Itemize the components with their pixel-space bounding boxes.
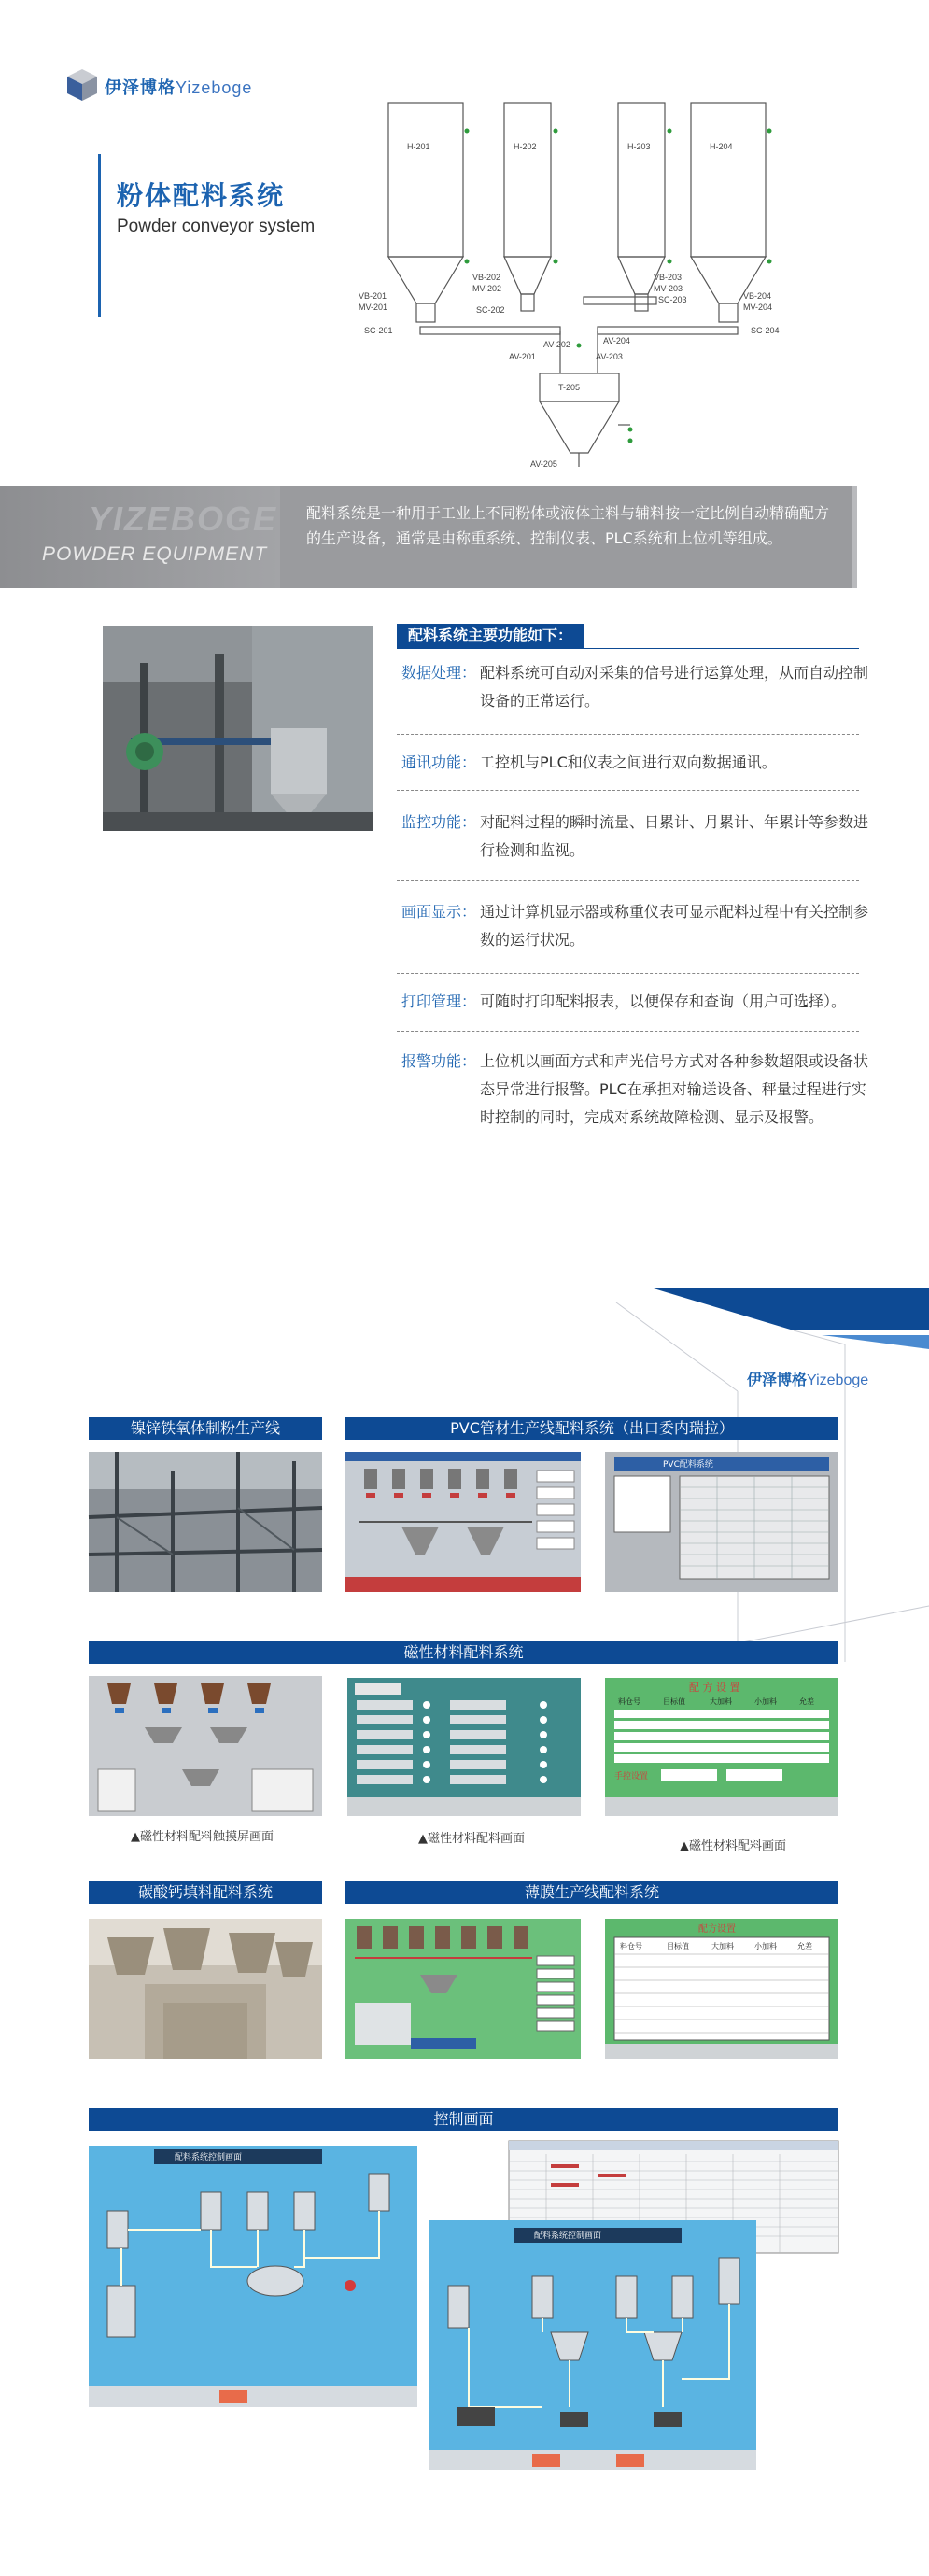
screen-title: PVC配料系统 (663, 1460, 713, 1470)
col-header: 小加料 (754, 1697, 777, 1706)
brand-name-cn: 伊泽博格 (105, 78, 176, 98)
brand-name-en: Yizeboge (176, 78, 253, 97)
logo-cube-icon (65, 67, 99, 103)
control-screen-right (429, 2220, 756, 2470)
tank-label-4: H-204 (710, 142, 733, 151)
process-diagram (359, 93, 784, 486)
col-header: 料仓号 (618, 1697, 640, 1706)
col-header: 大加料 (710, 1697, 732, 1706)
valve-label: AV-202 (543, 340, 570, 349)
function-value: 对配料过程的瞬时流量、日累计、月累计、年累计等参数进行检测和监视。 (480, 813, 869, 859)
section-header: 镍锌铁氧体制粉生产线 (89, 1417, 322, 1440)
valve-label: VB-201 (359, 291, 387, 301)
function-key: 数据处理： (401, 664, 477, 682)
valve-label: VB-204 (743, 291, 772, 301)
valve-label: MV-203 (654, 284, 683, 293)
calcium-carbonate-photo (89, 1919, 322, 2059)
pvc-recipe-screen (605, 1452, 838, 1592)
col-header: 目标值 (667, 1942, 689, 1950)
divider (397, 880, 859, 881)
function-item (401, 659, 868, 715)
function-key: 报警功能： (401, 1052, 477, 1070)
tank-label-3: H-203 (627, 142, 651, 151)
brand-logo-secondary (747, 1368, 868, 1389)
valve-label: AV-203 (596, 352, 623, 361)
functions-heading-rule (397, 648, 859, 649)
function-item (401, 809, 868, 865)
banner-edge (852, 486, 857, 588)
tank-label-1: H-201 (407, 142, 430, 151)
magnetic-batch-screen (347, 1678, 581, 1816)
factory-photo (89, 1452, 322, 1592)
functions-heading: 配料系统主要功能如下： (397, 624, 584, 648)
function-key: 通讯功能： (401, 753, 477, 771)
page-subtitle: Powder conveyor system (117, 217, 316, 236)
function-key: 监控功能： (401, 813, 477, 831)
valve-label: AV-204 (603, 336, 630, 345)
magnetic-recipe-screen (605, 1678, 838, 1816)
valve-label: SC-202 (476, 305, 505, 315)
function-value: 可随时打印配料报表，以便保存和查询（用户可选择）。 (480, 992, 847, 1010)
image-caption: ▲磁性材料配料画面 (680, 1839, 786, 1853)
function-key: 打印管理： (401, 992, 477, 1010)
divider (397, 790, 859, 791)
image-caption: ▲磁性材料配料画面 (418, 1832, 525, 1846)
divider (397, 1031, 859, 1032)
valve-label: VB-202 (472, 273, 501, 282)
screen-title: 配方设置 (698, 1924, 736, 1935)
brand-name-en: Yizeboge (807, 1372, 869, 1388)
col-header: 大加料 (711, 1942, 734, 1950)
brand-logo (105, 75, 252, 99)
section-header: 磁性材料配料系统 (89, 1641, 838, 1664)
function-value: 工控机与PLC和仪表之间进行双向数据通讯。 (480, 753, 777, 771)
valve-label: SC-201 (364, 326, 393, 335)
section-header: 碳酸钙填料配料系统 (89, 1881, 322, 1904)
col-header: 允差 (799, 1697, 814, 1706)
col-header: 允差 (797, 1942, 812, 1950)
title-accent-bar (98, 154, 101, 317)
film-line-screen (345, 1919, 581, 2059)
divider (397, 734, 859, 735)
banner-tagline: POWDER EQUIPMENT (42, 543, 268, 565)
valve-label: MV-201 (359, 303, 388, 312)
screen-title: 配 方 设 置 (689, 1682, 740, 1694)
divider (397, 973, 859, 974)
screen-title: 配料系统控制画面 (534, 2231, 602, 2241)
hopper-label: T-205 (558, 383, 581, 392)
control-screen-left (89, 2146, 417, 2407)
image-caption: ▲磁性材料配料触摸屏画面 (131, 1830, 274, 1844)
page-title: 粉体配料系统 (117, 180, 286, 211)
pvc-hmi-screen (345, 1452, 581, 1592)
function-value: 上位机以画面方式和声光信号方式对各种参数超限或设备状态异常进行报警。PLC在承担对输送设备、秤量过程进行实时控制的同时，完成对系统故障检测、显示及报警。 (480, 1052, 869, 1126)
magnetic-touch-screen (89, 1676, 322, 1816)
col-header: 小加料 (754, 1942, 777, 1950)
tank-label-2: H-202 (514, 142, 537, 151)
function-item (401, 898, 868, 954)
screen-title: 配料系统控制画面 (175, 2153, 243, 2162)
valve-label: AV-201 (509, 352, 536, 361)
col-header: 目标值 (663, 1697, 685, 1706)
function-item (401, 749, 868, 777)
valve-label: MV-204 (743, 303, 773, 312)
valve-label: VB-203 (654, 273, 683, 282)
valve-label: SC-204 (751, 326, 780, 335)
banner-brand-watermark: YIZEBOGE (89, 500, 278, 538)
valve-label: AV-205 (530, 459, 557, 469)
function-value: 通过计算机显示器或称重仪表可显示配料过程中有关控制参数的运行状况。 (480, 903, 869, 949)
banner-description: 配料系统是一种用于工业上不同粉体或液体主料与辅料按一定比例自动精确配方的生产设备，通常是由称重系统、控制仪表、PLC系统和上位机等组成。 (306, 504, 830, 547)
function-value: 配料系统可自动对采集的信号进行运算处理，从而自动控制设备的正常运行。 (480, 664, 869, 710)
status-label: 手控设置 (614, 1772, 649, 1781)
function-key: 画面显示： (401, 903, 477, 921)
function-item (401, 1048, 868, 1160)
section-header: PVC管材生产线配料系统（出口委内瑞拉） (345, 1417, 838, 1440)
film-recipe-screen (605, 1919, 838, 2059)
valve-label: MV-202 (472, 284, 502, 293)
section-header: 薄膜生产线配料系统 (345, 1881, 838, 1904)
valve-label: SC-203 (658, 295, 687, 304)
col-header: 料仓号 (620, 1942, 642, 1950)
brand-name-cn: 伊泽博格 (747, 1371, 808, 1388)
function-item (401, 988, 868, 1016)
equipment-photo (103, 626, 373, 831)
section-header: 控制画面 (89, 2108, 838, 2131)
